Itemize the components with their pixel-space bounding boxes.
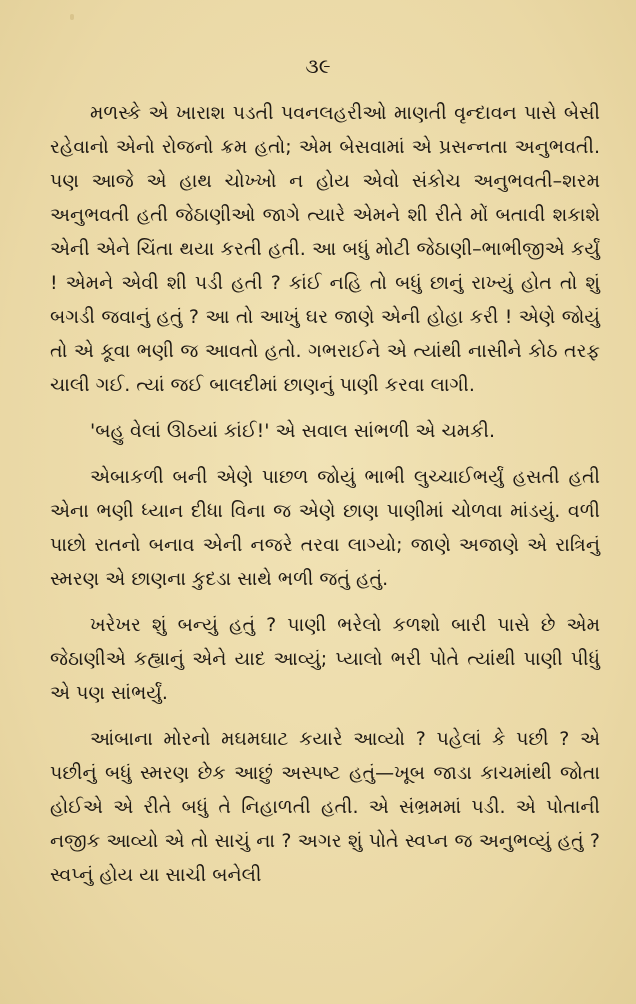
paper-spot (70, 14, 74, 20)
paragraph-1: મળસ્કે એ ખારાશ પડતી પવનલહરીઓ માણતી વૃન્દાવન પાસે બેસી રહેવાનો એનો રોજનો ક્રમ હતો; એમ બેસવામાં એ પ્રસન્નતા અનુભવતી. પણ આજે એ હાથ ચોખ્ખો ન હોય એવો સંકોચ અનુભવતી–શરમ અનુભવતી હતી જેઠાણીઓ જાગે ત્યારે એમને શી રીતે મોં બતાવી શકાશે એની એને ચિંતા થયા કરતી હતી. આ બધું મોટી જેઠાણી–ભાભીજીએ કર્યું ! એમને એવી શી પડી હતી ? કાંઈ નહિ તો બધું છાનું રાખ્યું હોત તો શું બગડી જવાનું હતું ? આ તો આખું ઘર જાણે એની હોહા કરી ! એણે જોયું તો એ કૂવા ભણી જ આવતો હતો. ગભરાઈને એ ત્યાંથી નાસીને કોઠ તરફ ચાલી ગઈ. ત્યાં જઈ બાલદીમાં છાણનું પાણી કરવા લાગી. (50, 102, 600, 396)
page-number: ૩૯ (305, 54, 331, 78)
paragraph-3: એબાકળી બની એણે પાછળ જોયું ભાભી લુચ્ચાઈભર્યું હસતી હતી એના ભણી ધ્યાન દીધા વિના જ એણે છાણ પાણીમાં ચોળવા માંડયું. વળી પાછો રાતનો બનાવ એની નજરે તરવા લાગ્યો; જાણે અજાણે એ રાત્રિનું સ્મરણ એ છાણના કુદડા સાથે ભળી જતું હતું. (50, 466, 600, 590)
paragraph-5: આંબાના મોરનો મઘમઘાટ કયારે આવ્યો ? પહેલાં કે પછી ? એ પછીનું બધું સ્મરણ છેક આછું અસ્પષ્ટ હતું—ખૂબ જાડા કાચમાંથી જોતા હોઈએ એ રીતે બધું તે નિહાળતી હતી. એ સંભ્રમમાં પડી. એ પોતાની નજીક આવ્યો એ તો સાચું ના ? અગર શું પોતે સ્વપ્ન જ અનુભવ્યું હતું ? સ્વપ્નું હોય યા સાચી બનેલી (50, 728, 600, 886)
paragraph-4: ખરેખર શું બન્યું હતું ? પાણી ભરેલો કળશો બારી પાસે છે એમ જેઠાણીએ કહ્યાનું એને યાદ આવ્યું; પ્યાલો ભરી પોતે ત્યાંથી પાણી પીધું એ પણ સાંભર્યું. (50, 614, 600, 704)
page-body-text (50, 96, 600, 892)
paragraph-2: 'બહુ વેલાં ઊઠયાં કાંઈ!' એ સવાલ સાંભળી એ ચમકી. (90, 420, 495, 442)
